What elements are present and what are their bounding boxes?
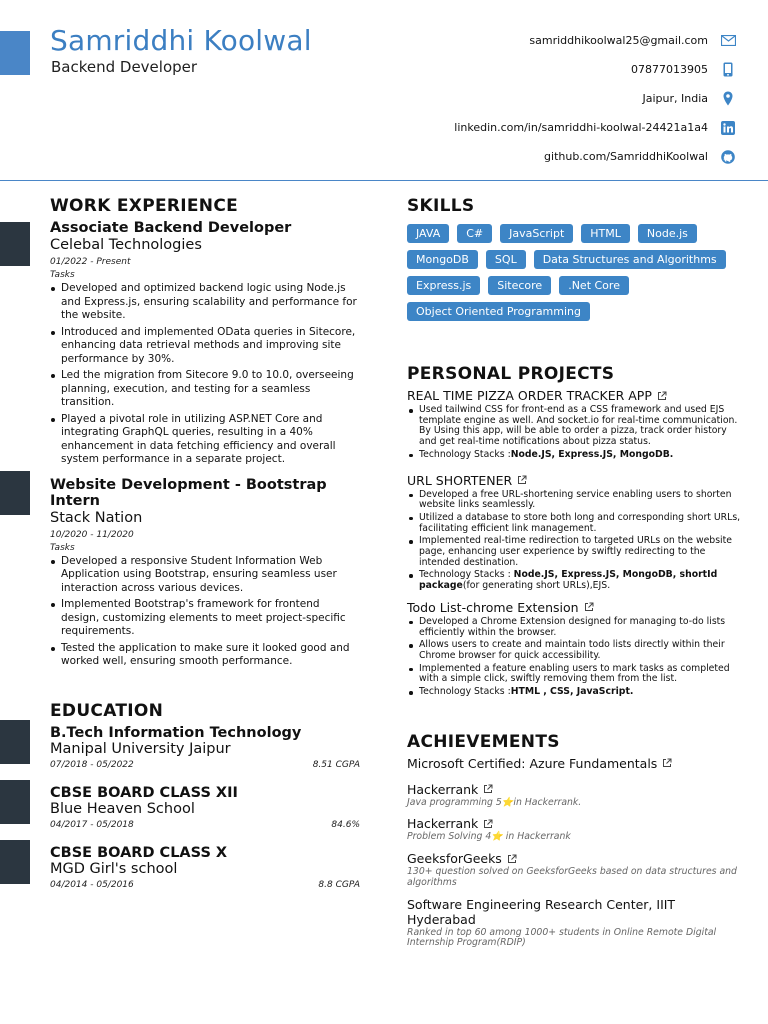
contact-github-text[interactable]: github.com/SamriddhiKoolwal — [544, 150, 708, 163]
job-bullet: Developed a responsive Student Information Web Application using Bootstrap, ensuring seamless user interaction across various devices. — [50, 555, 360, 596]
project-bullets — [407, 617, 742, 698]
skill-chip: JavaScript — [500, 224, 573, 243]
skill-chip: C# — [457, 224, 492, 243]
education-degree: CBSE BOARD CLASS XII — [50, 784, 238, 801]
achievement-entry — [407, 756, 742, 771]
job-marker — [0, 471, 30, 515]
job-bullet: Developed and optimized backend logic using Node.js and Express.js, ensuring scalability and performance for the website. — [50, 282, 360, 323]
achievements-heading: ACHIEVEMENTS — [407, 731, 560, 752]
skill-chip: SQL — [486, 250, 526, 269]
contact-list — [454, 26, 736, 171]
job-company: Celebal Technologies — [50, 237, 202, 253]
education-meta — [50, 820, 360, 830]
job-title: Website Development - Bootstrap Intern — [50, 476, 327, 509]
contact-email[interactable] — [454, 26, 736, 55]
education-degree: CBSE BOARD CLASS X — [50, 844, 228, 861]
github-icon — [720, 149, 736, 165]
skill-chip: Data Structures and Algorithms — [534, 250, 726, 269]
skills-list — [407, 224, 742, 328]
job-entry — [50, 220, 360, 467]
skill-chip: Node.js — [638, 224, 697, 243]
contact-phone[interactable] — [454, 55, 736, 84]
achievement-title[interactable] — [407, 782, 742, 797]
project-title-text[interactable]: REAL TIME PIZZA ORDER TRACKER APP — [407, 388, 652, 403]
job-bullet: Introduced and implemented OData queries in Sitecore, enhancing data retrieval methods and improving site performance by 30%. — [50, 326, 360, 367]
education-school: MGD Girl's school — [50, 860, 178, 877]
project-bullet: Used tailwind CSS for front-end as a CSS framework and used EJS template engine as well. And socket.io for real-time communication. By Using this app, will be able to order a pizza, track order history and get real-time notifications about pizza status. — [407, 405, 742, 448]
achievement-title-text[interactable]: GeeksforGeeks — [407, 851, 502, 867]
job-entry — [50, 477, 360, 669]
skill-chip: JAVA — [407, 224, 449, 243]
linkedin-icon — [720, 120, 736, 136]
project-bullet: Implemented real-time redirection to targeted URLs on the website page, enhancing user experience by swiftly redirecting to the intended destination. — [407, 536, 742, 568]
education-dates: 04/2017 - 05/2018 — [50, 819, 134, 830]
project-stack-label: Technology Stacks : — [419, 686, 511, 698]
project-title[interactable] — [407, 473, 742, 488]
education-entry — [50, 845, 360, 890]
achievement-title-text[interactable]: Microsoft Certified: Azure Fundamentals — [407, 755, 658, 771]
external-link-icon[interactable] — [507, 854, 517, 864]
education-entry — [50, 785, 360, 830]
project-stack-tech: Node.JS, Express.JS, MongoDB, shortId package — [419, 569, 718, 592]
achievement-title-text[interactable]: Hackerrank — [407, 781, 479, 797]
achievement-description: Java programming 5⭐in Hackerrank. — [407, 796, 582, 808]
project-bullet: Allows users to create and maintain todo lists directly within their Chrome browser for quick accessibility. — [407, 640, 742, 661]
education-dates: 04/2014 - 05/2016 — [50, 879, 134, 890]
left-column — [50, 196, 360, 890]
education-marker — [0, 780, 30, 824]
project-stack-label: Technology Stacks : — [419, 448, 511, 460]
external-link-icon[interactable] — [584, 602, 594, 612]
achievement-description: 130+ question solved on GeeksforGeeks based on data structures and algorithms — [407, 866, 737, 888]
contact-email-text[interactable]: samriddhikoolwal25@gmail.com — [529, 34, 708, 47]
external-link-icon[interactable] — [517, 475, 527, 485]
project-bullet: Implemented a feature enabling users to mark tasks as completed with a simple click, swiftly removing them from the list. — [407, 664, 742, 685]
job-bullets — [50, 555, 360, 669]
project-stack-tech: Node.JS, Express.JS, MongoDB. — [510, 448, 674, 460]
candidate-name: Samriddhi Koolwal — [50, 24, 312, 57]
project-title-text[interactable]: URL SHORTENER — [407, 472, 513, 488]
project-bullet: Developed a free URL-shortening service enabling users to shorten website links seamlessly. — [407, 490, 742, 511]
external-link-icon[interactable] — [483, 819, 493, 829]
job-dates: 01/2022 - Present — [50, 257, 131, 267]
achievement-entry — [407, 851, 742, 888]
contact-phone-text[interactable]: 07877013905 — [631, 63, 708, 76]
location-icon — [720, 91, 736, 107]
education-meta — [50, 880, 360, 890]
job-tasks-label: Tasks — [50, 270, 75, 280]
education-score: 8.8 CGPA — [318, 879, 360, 890]
external-link-icon[interactable] — [483, 784, 493, 794]
job-bullets — [50, 282, 360, 467]
achievement-title[interactable] — [407, 851, 742, 866]
achievement-title[interactable] — [407, 816, 742, 831]
education-heading: EDUCATION — [50, 700, 164, 721]
skill-chip: Express.js — [407, 276, 480, 295]
achievement-entry — [407, 782, 742, 809]
mail-icon — [720, 33, 736, 49]
phone-icon — [720, 62, 736, 78]
header-divider — [0, 180, 768, 181]
achievement-entry — [407, 897, 742, 949]
project-bullet: Utilized a database to store both long and corresponding short URLs, facilitating efficient link management. — [407, 513, 742, 534]
project-stack-label: Technology Stacks : — [419, 569, 514, 581]
education-meta — [50, 760, 360, 770]
education-school: Manipal University Jaipur — [50, 740, 231, 757]
job-bullet: Led the migration from Sitecore 9.0 to 10.0, overseeing planning, execution, and testing for a seamless transition. — [50, 369, 360, 410]
achievement-description: Ranked in top 60 among 1000+ students in Online Remote Digital Internship Program(RDIP) — [407, 926, 717, 949]
project-stack — [407, 450, 742, 461]
education-degree: B.Tech Information Technology — [50, 724, 302, 741]
project-stack-tech: HTML , CSS, JavaScript. — [510, 686, 634, 698]
candidate-role: Backend Developer — [51, 58, 198, 76]
job-marker — [0, 222, 30, 266]
header-accent-block — [0, 31, 30, 75]
skill-chip: Sitecore — [488, 276, 551, 295]
skill-chip: .Net Core — [559, 276, 629, 295]
project-bullets — [407, 490, 742, 592]
job-bullet: Played a pivotal role in utilizing ASP.NET Core and integrating GraphQL queries, resulting in a 40% enhancement in data fetching efficiency and overall system performance in a separate project. — [50, 413, 360, 467]
external-link-icon[interactable] — [662, 758, 672, 768]
achievement-title — [407, 897, 742, 927]
project-stack — [407, 687, 742, 698]
external-link-icon[interactable] — [657, 391, 667, 401]
job-bullet: Implemented Bootstrap's framework for frontend design, customizing elements to meet project-specific requirements. — [50, 598, 360, 639]
achievement-description: Problem Solving 4⭐ in Hackerrank — [407, 831, 571, 843]
project-bullets — [407, 405, 742, 461]
project-entry — [407, 600, 742, 698]
contact-location[interactable] — [454, 84, 736, 113]
project-title[interactable] — [407, 600, 742, 615]
contact-location-text[interactable]: Jaipur, India — [642, 92, 708, 105]
education-dates: 07/2018 - 05/2022 — [50, 759, 134, 770]
job-bullet: Tested the application to make sure it looked good and worked well, ensuring smooth performance. — [50, 642, 360, 669]
achievement-title[interactable] — [407, 756, 742, 771]
skills-heading: SKILLS — [407, 196, 475, 216]
achievement-title-text: Software Engineering Research Center, IIIT Hyderabad — [407, 896, 676, 927]
work-experience-heading: WORK EXPERIENCE — [50, 196, 239, 216]
education-entry — [50, 725, 360, 770]
project-bullet: Developed a Chrome Extension designed for managing to-do lists efficiently within the browser. — [407, 617, 742, 638]
project-title-text[interactable]: Todo List-chrome Extension — [407, 599, 579, 615]
project-entry — [407, 473, 742, 592]
achievement-entry — [407, 816, 742, 843]
project-stack — [407, 570, 742, 591]
education-score: 8.51 CGPA — [312, 759, 360, 770]
education-marker — [0, 840, 30, 884]
education-school: Blue Heaven School — [50, 800, 195, 817]
education-marker — [0, 720, 30, 764]
job-tasks-label: Tasks — [50, 542, 75, 553]
project-entry — [407, 388, 742, 461]
skill-chip: MongoDB — [407, 250, 478, 269]
job-company: Stack Nation — [50, 509, 143, 526]
education-score: 84.6% — [331, 819, 360, 830]
contact-github[interactable] — [454, 142, 736, 171]
job-dates: 10/2020 - 11/2020 — [50, 529, 134, 540]
contact-linkedin-text[interactable]: linkedin.com/in/samriddhi-koolwal-24421a1a4 — [454, 121, 708, 134]
right-column — [407, 196, 742, 949]
skill-chip: Object Oriented Programming — [407, 302, 590, 321]
skill-chip: HTML — [581, 224, 630, 243]
achievement-title-text[interactable]: Hackerrank — [407, 816, 479, 832]
project-stack-extra: (for generating short URLs),EJS. — [462, 580, 611, 592]
job-title: Associate Backend Developer — [50, 220, 292, 236]
project-title[interactable] — [407, 388, 742, 403]
contact-linkedin[interactable] — [454, 113, 736, 142]
projects-heading: PERSONAL PROJECTS — [407, 364, 615, 384]
